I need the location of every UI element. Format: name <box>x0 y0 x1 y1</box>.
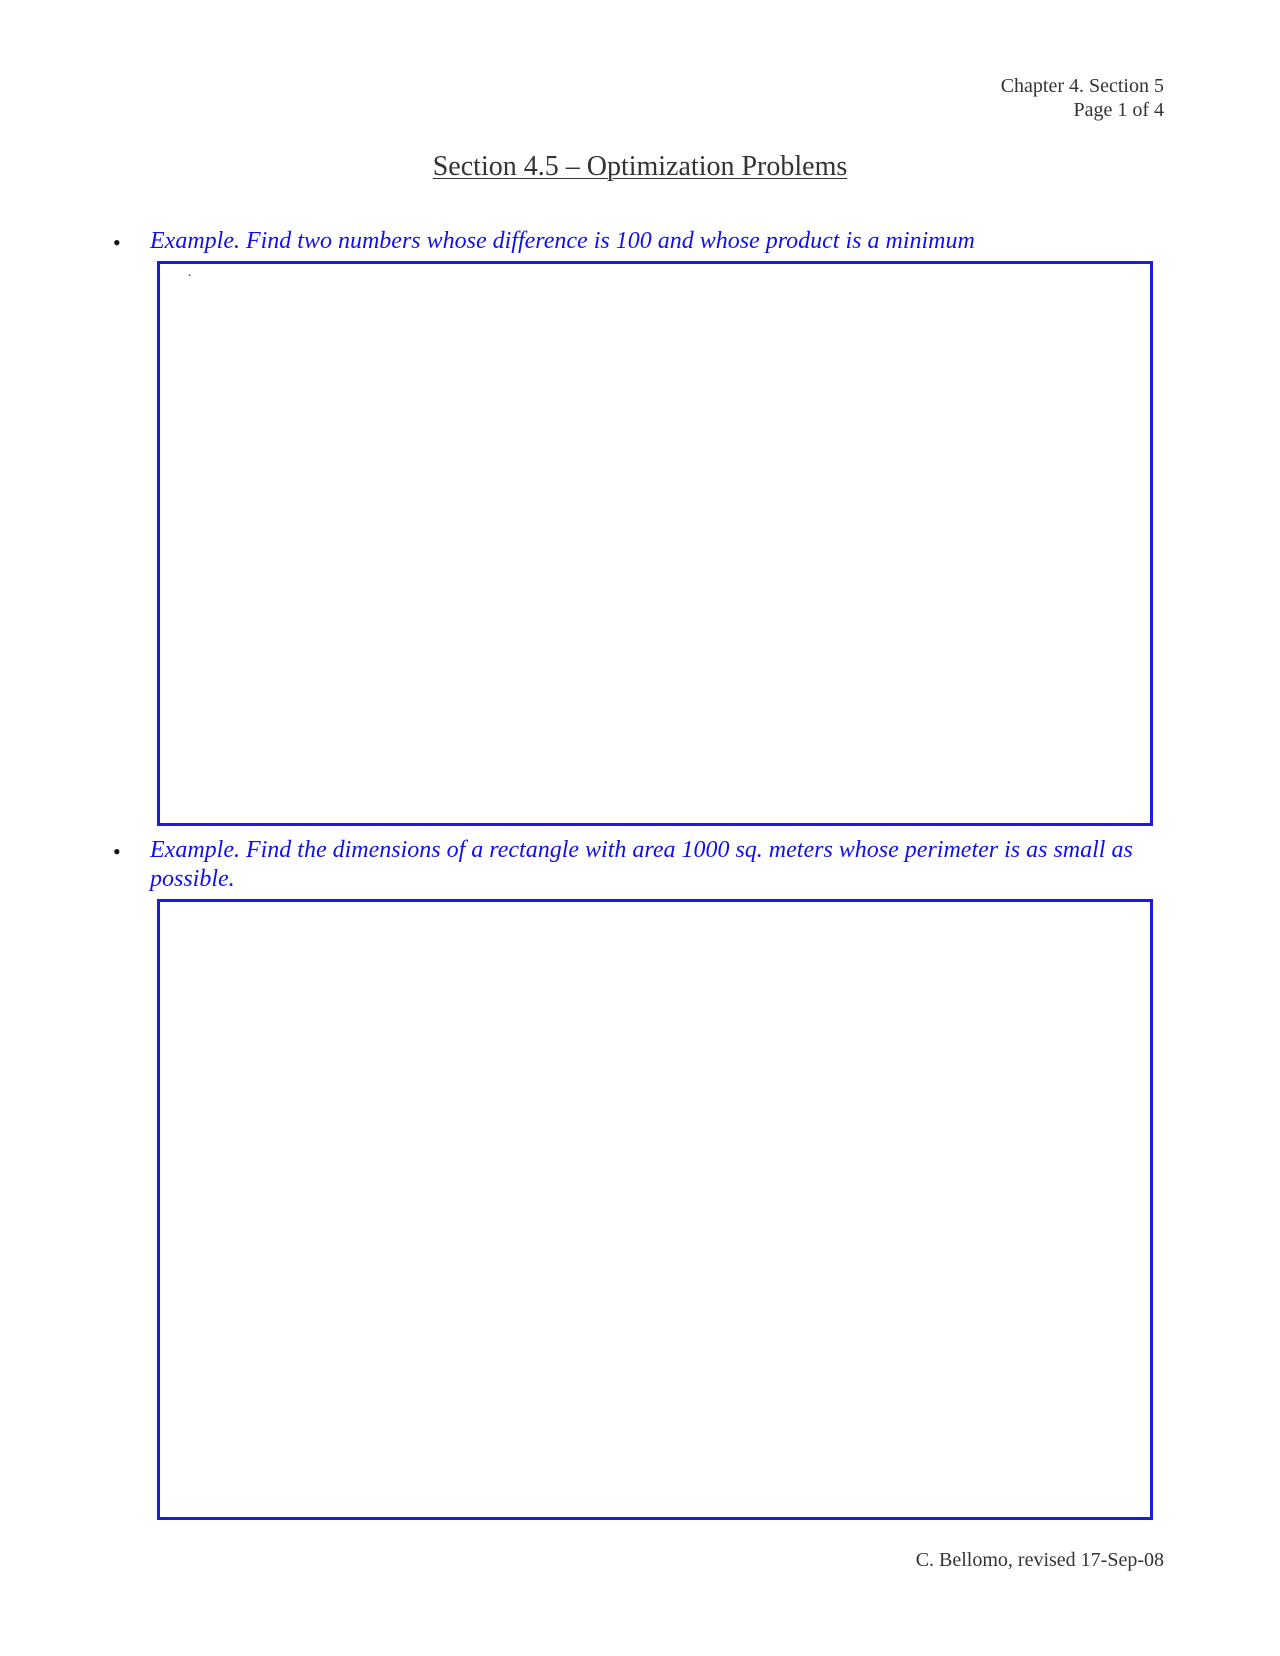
page-header <box>1001 74 1164 122</box>
bullet-icon: • <box>113 839 121 864</box>
stray-mark: . <box>188 265 192 280</box>
page-number: Page 1 of 4 <box>1073 99 1164 121</box>
answer-box-1 <box>157 261 1153 826</box>
chapter-section-label: Chapter 4. Section 5 <box>1000 75 1164 97</box>
bullet-icon: • <box>113 230 121 255</box>
page-title: Section 4.5 – Optimization Problems <box>432 151 848 182</box>
example-1-text: Example. Find two numbers whose difference is 100 and whose product is a minimum <box>150 228 975 254</box>
footer-credit: C. Bellomo, revised 17-Sep-08 <box>915 1549 1164 1571</box>
example-2-text: Example. Find the dimensions of a rectangle with area 1000 sq. meters whose perimeter is as small as possible. <box>150 837 1133 892</box>
answer-box-2 <box>157 899 1153 1520</box>
